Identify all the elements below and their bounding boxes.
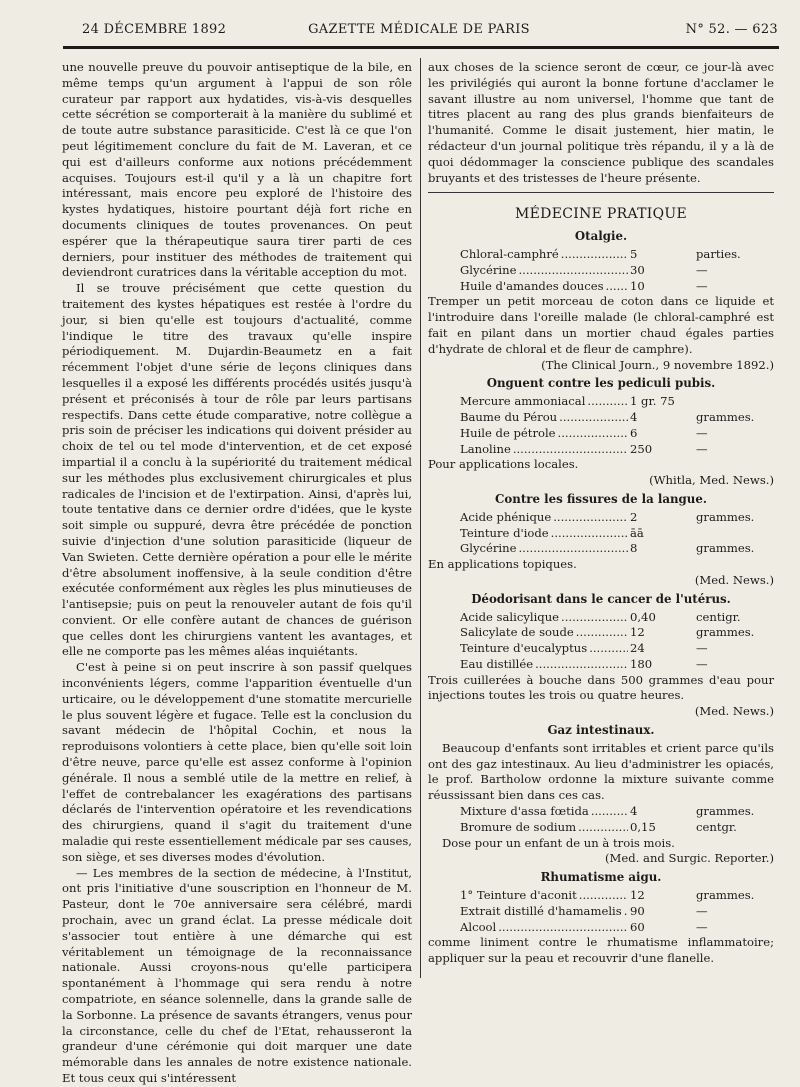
list-item: Bromure de sodium ..... 0,15 centgr. bbox=[460, 820, 774, 836]
recipe-source: (Med. and Surgic. Reporter.) bbox=[604, 851, 774, 866]
list-item: Salicylate de soude ..... 12 grammes. bbox=[460, 625, 774, 641]
list-item: Acide salicylique ..... 0,40 centigr. bbox=[460, 610, 774, 626]
list-item: Glycérine ..... 8 grammes. bbox=[460, 541, 774, 557]
recipe-list bbox=[460, 610, 774, 673]
recipe-title: Gaz intestinaux. bbox=[547, 723, 655, 738]
recipe-list bbox=[460, 510, 774, 557]
recipe-text: Pour applications locales. bbox=[428, 457, 579, 472]
left-column bbox=[62, 60, 412, 1087]
list-item: Acide phénique ..... 2 grammes. bbox=[460, 510, 774, 526]
recipe-text: Beaucoup d'enfants sont irritables et crient parce qu'ils ont des gaz intestinaux. Au lieu d'administrer les opiacés, le prof. Bartholow ordonne la mixture suivante comme réussissant bien dans ces cas. bbox=[428, 740, 774, 803]
paragraph: C'est à peine si on peut inscrire à son passif quelques inconvénients légers, comme l'apparition éventuelle d'un urticaire, ou le développement d'une stomatite mercurielle le plus souvent légère et fugace. Telle est la conclusion du savant médecin de l'hôpital Cochin, et nous la reproduisons volontiers à cette place, bien qu'elle soit loin d'être neuve, parce qu'elle est assez conforme à l'opinion générale. Il nous a semblé utile de la mettre en relief, à l'effet de contrebalancer les exagérations des partisans déclarés de l'intervention opératoire et les revendications des chirurgiens, quand il s'agit du traitement d'une maladie qui reste essentiellement médicale par ses causes, son siège, et ses diverses modes d'évolution. bbox=[62, 660, 412, 864]
section-title: MÉDECINE PRATIQUE bbox=[515, 206, 687, 223]
list-item: Mixture d'assa fœtida ..... 4 grammes. bbox=[460, 804, 774, 820]
paragraph: une nouvelle preuve du pouvoir antiseptique de la bile, en même temps qu'un argument à l'appui de son rôle curateur par rapport aux hydatides, vis-à-vis desquelles cette sécrétion se comporterait à la manière du sublimé et de toute autre substance parasiticide. C'est là ce que l'on peut légitimement conclure du fait de M. Laveran, et ce qui est d'ailleurs conforme aux notions précédemment acquises. Toujours est-il qu'il y a là un chapitre fort intéressant, mais encore peu exploré de l'histoire des kystes hydatiques, histoire pourtant déjà fort riche en documents cliniques de toutes provenances. On peut espérer que la thérapeutique saura tirer parti de ces derniers, pour instituer des méthodes de traitement qui deviendront curatrices dans la véritable acception du mot. bbox=[62, 60, 412, 280]
list-item: Mercure ammoniacal ..... 1 gr. 75 bbox=[460, 394, 774, 410]
page-number: N° 52. — 623 bbox=[685, 22, 778, 37]
recipe-text: Trois cuillerées à bouche dans 500 grammes d'eau pour injections toutes les trois ou quatre heures. bbox=[428, 672, 774, 703]
recipe-list bbox=[460, 394, 774, 457]
list-item: Chloral-camphré ..... 5 parties. bbox=[460, 247, 774, 263]
list-item: 1° Teinture d'aconit ..... 12 grammes. bbox=[460, 888, 774, 904]
recipe-text: comme liniment contre le rhumatisme inflammatoire; appliquer sur la peau et recouvrir d'une flanelle. bbox=[428, 935, 774, 966]
recipe-list bbox=[460, 804, 774, 836]
recipe-source: (Med. News.) bbox=[694, 704, 774, 719]
list-item: Glycérine ..... 30 — bbox=[460, 263, 774, 279]
journal-title: GAZETTE MÉDICALE DE PARIS bbox=[308, 22, 530, 37]
list-item: Alcool ..... 60 — bbox=[460, 920, 774, 936]
list-item: Teinture d'eucalyptus ..... 24 — bbox=[460, 641, 774, 657]
list-item: Huile de pétrole ..... 6 — bbox=[460, 426, 774, 442]
recipe-title: Onguent contre les pediculi pubis. bbox=[486, 376, 716, 391]
header-rule bbox=[63, 46, 779, 49]
list-item: Teinture d'iode ..... āā bbox=[460, 526, 774, 542]
right-column bbox=[428, 60, 774, 967]
recipe-text: En applications topiques. bbox=[428, 557, 577, 572]
list-item: Extrait distillé d'hamamelis ..... 90 — bbox=[460, 904, 774, 920]
column-divider bbox=[420, 58, 421, 978]
paragraph: Il se trouve précisément que cette question du traitement des kystes hépatiques est restée à l'ordre du jour, si bien qu'elle est toujours d'actualité, comme l'indique le titre des travaux qu'elle inspire périodiquement. M. Dujardin-Beaumetz en a fait récemment l'objet d'une série de leçons cliniques dans lesquelles il a exposé les différents procédés usités jusqu'à présent et préconisés à tour de rôle par leurs partisans respectifs. Dans cette étude comparative, notre collègue a pris soin de préciser les indications qui doivent présider au choix de tel ou tel mode d'intervention, et de cet exposé impartial il a conclu à la supériorité du traitement médical sur les méthodes plus exclusivement chirurgicales et plus radicales de l'incision et de l'extirpation. Ainsi, d'après lui, toute tentative dans ce dernier ordre d'idées, que le kyste soit simple ou suppuré, devra être précédée de ponction suivie d'injection d'une solution parasiticide (liqueur de Van Swieten. Cette dernière opération a pour elle le mérite d'être absolument inoffensive, à la seule condition d'être exécutée conformément aux règles les plus minutieuses de l'antisepsie; puis on peut la renouveler autant de fois qu'il convient. Or elle confère autant de chances de guérison que celles dont les chirurgiens vantent les avantages, et elle ne comporte pas les mêmes aléas inquiétants. bbox=[62, 281, 412, 659]
recipe-list bbox=[460, 247, 774, 294]
recipe-source: (Med. News.) bbox=[694, 572, 774, 587]
recipe-source: (The Clinical Journ., 9 novembre 1892.) bbox=[541, 357, 774, 372]
recipe-text: Tremper un petit morceau de coton dans ce liquide et l'introduire dans l'oreille malade (le chloral-camphré est fait en pilant dans un mortier chaud égales parties d'hydrate de chloral et de fleur de camphre). bbox=[428, 294, 774, 356]
recipe-title: Déodorisant dans le cancer de l'utérus. bbox=[471, 591, 731, 606]
paragraph: aux choses de la science seront de cœur, ce jour-là avec les privilégiés qui auront la bonne fortune d'acclamer le savant illustre au nom universel, l'homme que tant de titres placent au rang des plus grands bienfaiteurs de l'humanité. Comme le disait justement, hier matin, le rédacteur d'un journal politique très répandu, il y a là de quoi dédommager la conscience publique des scandales bruyants et des tristesses de l'heure présente. bbox=[428, 60, 774, 185]
page-header bbox=[60, 18, 778, 40]
recipe-source: (Whitla, Med. News.) bbox=[649, 473, 774, 488]
header-date: 24 DÉCEMBRE 1892 bbox=[82, 22, 227, 37]
paragraph: — Les membres de la section de médecine, à l'Institut, ont pris l'initiative d'une souscription en l'honneur de M. Pasteur, dont le 70e anniversaire sera célébré, mardi prochain, avec un grand éclat. La presse médicale doit s'associer tout entière à une démarche qui est véritablement un témoignage de la reconnaissance nationale. Aussi croyons-nous qu'elle participera spontanément à l'hommage qui sera rendu à notre compatriote, en séance solennelle, dans la grande salle de la Sorbonne. La présence de savants étrangers, venus pour la circonstance, celle du chef de l'Etat, rehausseront la grandeur d'une cérémonie qui doit marquer une date mémorable dans les annales de notre existence nationale. Et tous ceux qui s'intéressent bbox=[62, 865, 412, 1085]
recipe-text: Dose pour un enfant de un à trois mois. bbox=[442, 835, 675, 850]
list-item: Huile d'amandes douces ..... 10 — bbox=[460, 279, 774, 295]
section-separator bbox=[428, 192, 774, 193]
recipe-title: Otalgie. bbox=[574, 229, 628, 244]
list-item: Baume du Pérou ..... 4 grammes. bbox=[460, 410, 774, 426]
list-item: Lanoline ..... 250 — bbox=[460, 442, 774, 458]
recipe-title: Rhumatisme aigu. bbox=[540, 870, 662, 885]
recipe-title: Contre les fissures de la langue. bbox=[495, 491, 707, 506]
recipe-list bbox=[460, 888, 774, 935]
list-item: Eau distillée ..... 180 — bbox=[460, 657, 774, 673]
